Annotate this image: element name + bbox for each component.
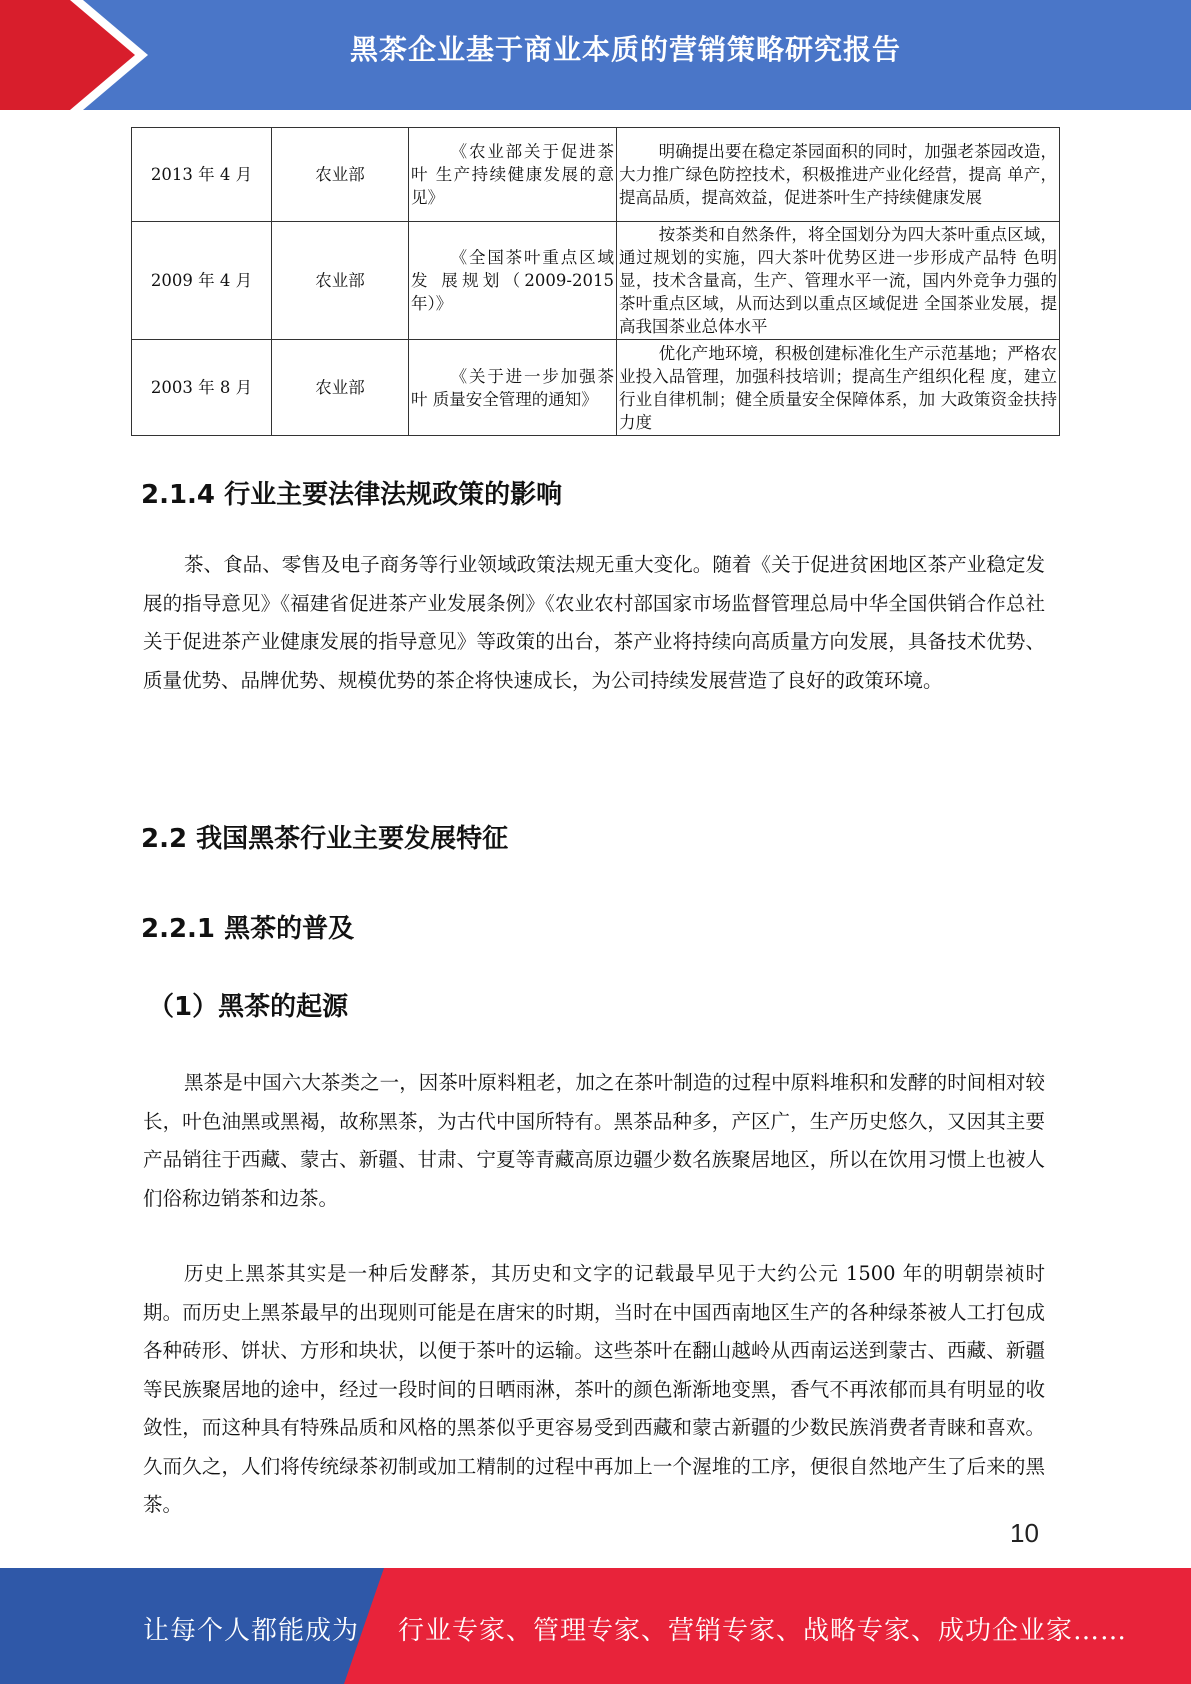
page-footer xyxy=(0,1568,1191,1684)
paragraph-origin-1: 黑茶是中国六大茶类之一，因茶叶原料粗老，加之在茶叶制造的过程中原料堆积和发酵的时间相对较长，叶色油黑或黑褐，故称黑茶，为古代中国所特有。黑茶品种多，产区广，生产历史悠久，又因其主要产品销往于西藏、蒙古、新疆、甘肃、宁夏等青藏高原边疆少数名族聚居地区，所以在饮用习惯上也被人们俗称边销茶和边茶。 xyxy=(143,1071,1045,1210)
row-description: 按茶类和自然条件，将全国划分为四大茶叶重点区域， 通过规划的实施，四大茶叶优势区进一步形成产品特 色明显，技术含量高，生产、管理水平一流，国内外竞争力强的茶叶重点区域，从而达到以重点区域促进 全国茶业发展，提高我国茶业总体水平 xyxy=(617,222,1060,340)
table-row xyxy=(132,340,1060,436)
row-org: 农业部 xyxy=(272,222,409,340)
row-date: 2009 年 4 月 xyxy=(132,222,272,340)
section-heading-2-2: 2.2 我国黑茶行业主要发展特征 xyxy=(141,824,509,854)
row-org: 农业部 xyxy=(272,340,409,436)
page-header xyxy=(0,0,1191,110)
row-org: 农业部 xyxy=(272,128,409,222)
footer-slogan-right: 行业专家、管理专家、营销专家、战略专家、成功企业家…… xyxy=(398,1616,1128,1646)
section-heading-2-1-4: 2.1.4 行业主要法律法规政策的影响 xyxy=(141,480,563,510)
row-document: 《农业部关于促进茶叶 生产持续健康发展的意 见》 xyxy=(409,128,617,222)
subheading-origin: （1）黑茶的起源 xyxy=(148,992,349,1022)
paragraph-policy-impact: 茶、食品、零售及电子商务等行业领域政策法规无重大变化。随着《关于促进贫困地区茶产业稳定发展的指导意见》《福建省促进茶产业发展条例》《农业农村部国家市场监督管理总局中华全国供销合作总社关于促进茶产业健康发展的指导意见》等政策的出台，茶产业将持续向高质量方向发展，具备技术优势、质量优势、品牌优势、规模优势的茶企将快速成长，为公司持续发展营造了良好的政策环境。 xyxy=(143,553,1045,692)
row-document: 《全国茶叶重点区域发 展规划（2009-2015 年）》 xyxy=(409,222,617,340)
row-description: 明确提出要在稳定茶园面积的同时，加强老茶园改造， 大力推广绿色防控技术，积极推进产业化经营，提高 单产，提高品质，提高效益，促进茶叶生产持续健康发展 xyxy=(617,128,1060,222)
row-document: 《关于进一步加强茶叶 质量安全管理的通知》 xyxy=(409,340,617,436)
row-description: 优化产地环境，积极创建标准化生产示范基地；严格农业投入品管理，加强科技培训；提高生产组织化程 度，建立行业自律机制；健全质量安全保障体系，加 大政策资金扶持力度 xyxy=(617,340,1060,436)
table-row xyxy=(132,128,1060,222)
page-number: 10 xyxy=(1010,1518,1039,1548)
paragraph-origin-2: 历史上黑茶其实是一种后发酵茶，其历史和文字的记载最早见于大约公元 1500 年的明朝崇祯时期。而历史上黑茶最早的出现则可能是在唐宋的时期，当时在中国西南地区生产的各种绿茶被人工打包成各种砖形、饼状、方形和块状，以便于茶叶的运输。这些茶叶在翻山越岭从西南运送到蒙古、西藏、新疆等民族聚居地的途中，经过一段时间的日晒雨淋，茶叶的颜色渐渐地变黑，香气不再浓郁而具有明显的收敛性，而这种具有特殊品质和风格的黑茶似乎更容易受到西藏和蒙古新疆的少数民族消费者青睐和喜欢。久而久之，人们将传统绿茶初制或加工精制的过程中再加上一个渥堆的工序，便很自然地产生了后来的黑茶。 xyxy=(143,1262,1045,1516)
section-heading-2-2-1: 2.2.1 黑茶的普及 xyxy=(141,914,355,944)
header-title: 黑茶企业基于商业本质的营销策略研究报告 xyxy=(349,33,901,66)
table-row xyxy=(132,222,1060,340)
row-date: 2003 年 8 月 xyxy=(132,340,272,436)
footer-slogan-left: 让每个人都能成为 xyxy=(143,1616,360,1646)
row-date: 2013 年 4 月 xyxy=(132,128,272,222)
policy-table xyxy=(131,127,1060,436)
